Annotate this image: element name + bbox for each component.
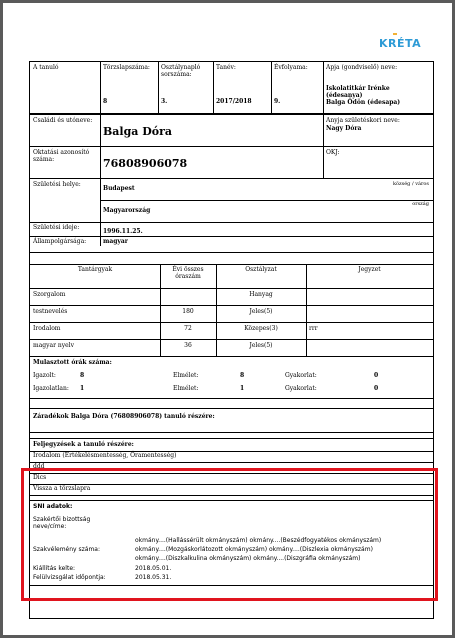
theory-justified: 8 bbox=[240, 372, 245, 379]
table-row-hours: 180 bbox=[182, 308, 194, 315]
table-row-name: testnevelés bbox=[33, 308, 68, 315]
id-label: Oktatási azonosító száma: bbox=[33, 149, 90, 163]
practice-label: Gyakorlat: bbox=[285, 385, 317, 392]
student-name: Balga Dóra bbox=[103, 125, 173, 138]
subject-header-note: Jegyzet bbox=[358, 266, 381, 273]
guardian-line3: Balga Ödön (édesapa) bbox=[326, 99, 401, 106]
table-row-grade: Jeles(5) bbox=[249, 342, 273, 349]
notes-title: Feljegyzések a tanuló részére: bbox=[33, 441, 134, 448]
sni-title: SNI adatok: bbox=[33, 503, 73, 510]
list-item: ddd bbox=[33, 463, 45, 470]
reg-no-value: 8 bbox=[103, 98, 108, 105]
list-item: Vissza a törzslapra bbox=[33, 485, 91, 492]
student-id: 76808906078 bbox=[103, 157, 188, 170]
issued-label: Kiállítás kelte: bbox=[33, 565, 76, 572]
subject-header-hours: Évi összes óraszám bbox=[172, 266, 204, 280]
birth-city: Budapest bbox=[103, 185, 135, 192]
birthplace-label: Születési helye: bbox=[33, 181, 81, 188]
guardian-line1: Iskolatitkár Irénke bbox=[326, 85, 390, 92]
issued-value: 2018.05.01. bbox=[135, 565, 172, 572]
theory-label: Elmélet: bbox=[173, 385, 199, 392]
absences-title: Mulasztott órák száma: bbox=[33, 359, 112, 366]
practice-justified: 0 bbox=[374, 372, 379, 379]
opinion-label: Szakvélemény száma: bbox=[33, 546, 101, 553]
committee-label: Szakértői bizottság neve/címe: bbox=[33, 516, 91, 530]
opinion-line: okmány....(Diszkalkulina okmányszám) okmány....(Diszgráfia okmányszám) bbox=[135, 555, 361, 562]
table-row-name: Szorgalom bbox=[33, 291, 66, 298]
name-label: Családi és utóneve: bbox=[33, 117, 93, 124]
table-row-hours: 72 bbox=[184, 325, 192, 332]
table-row-grade: Hanyag bbox=[249, 291, 273, 298]
grade-value: 9. bbox=[274, 98, 281, 105]
table-row-grade: Jeles(5) bbox=[249, 308, 273, 315]
citizenship-label: Állampolgársága: bbox=[33, 238, 87, 245]
reg-no-label: Törzslapszáma: bbox=[103, 64, 150, 71]
clauses-title: Záradékok Balga Dóra (76808906078) tanuló részére: bbox=[33, 413, 215, 420]
mother-label: Anyja születéskori neve: bbox=[326, 117, 400, 124]
opinion-line: okmány....(Mozgáskorlátozott okmányszám) okmány....(Diszlexia okmányszám) bbox=[135, 546, 373, 553]
sni-highlight-box bbox=[21, 468, 438, 601]
justified-label: Igazolt: bbox=[33, 372, 56, 379]
class-log-label: Osztálynapló sorszáma: bbox=[161, 64, 201, 78]
guardian-line2: (édesanya) bbox=[326, 92, 363, 99]
year-label: Tanév: bbox=[216, 64, 236, 71]
unjustified-value: 1 bbox=[80, 385, 85, 392]
list-item: Irodalom (Értékelésmentesség, Óramentesség) bbox=[33, 452, 177, 459]
subject-header-name: Tantárgyak bbox=[77, 266, 113, 273]
country-hint: ország bbox=[412, 201, 429, 207]
table-row-hours: 36 bbox=[184, 342, 192, 349]
okj-label: OKJ: bbox=[326, 149, 340, 156]
theory-unjustified: 1 bbox=[240, 385, 245, 392]
subject-header-grade: Osztályzat bbox=[245, 266, 277, 273]
opinion-line: okmány....(Hallássérült okmányszám) okmány....(Beszédfogyatékos okmányszám) bbox=[135, 537, 382, 544]
student-label: A tanuló bbox=[33, 64, 59, 71]
table-row-note: rrr bbox=[309, 325, 318, 332]
citizenship: magyar bbox=[103, 238, 128, 245]
justified-value: 8 bbox=[80, 372, 85, 379]
class-log-value: 3. bbox=[161, 98, 168, 105]
guardian-label: Apja (gondviselő) neve: bbox=[326, 64, 398, 71]
table-row-name: Irodalom bbox=[33, 325, 61, 332]
list-item: Dics bbox=[33, 474, 47, 481]
birthdate-label: Születési ideje: bbox=[33, 224, 80, 231]
table-row-grade: Közepes(3) bbox=[244, 325, 278, 332]
practice-unjustified: 0 bbox=[374, 385, 379, 392]
document-page bbox=[3, 3, 452, 635]
unjustified-label: Igazolatlan: bbox=[33, 385, 69, 392]
review-label: Felülvizsgálat időpontja: bbox=[33, 574, 106, 581]
birthdate: 1996.11.25. bbox=[103, 228, 143, 235]
mother-name: Nagy Dóra bbox=[326, 125, 362, 132]
kreta-logo: KRÉTA bbox=[379, 37, 421, 50]
birth-country: Magyarország bbox=[103, 207, 151, 214]
grade-label: Évfolyama: bbox=[274, 64, 308, 71]
city-hint: község / város bbox=[392, 181, 429, 187]
review-value: 2018.05.31. bbox=[135, 574, 172, 581]
practice-label: Gyakorlat: bbox=[285, 372, 317, 379]
year-value: 2017/2018 bbox=[216, 98, 252, 105]
theory-label: Elmélet: bbox=[173, 372, 199, 379]
table-row-name: magyar nyelv bbox=[33, 342, 74, 349]
